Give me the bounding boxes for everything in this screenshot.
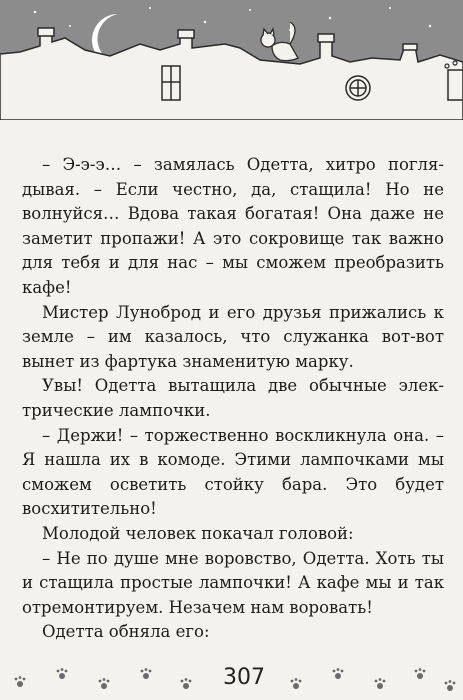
- paragraph: – Держи! – торжественно воскликнула она. – Я нашла их в комоде. Этими лампочками мы сможем осветить стойку бара. Это будет восхитительно!: [22, 425, 444, 519]
- page-number: 307: [223, 665, 265, 690]
- paragraph: Мистер Луноброд и его друзья прижались к земле – им казалось, что служанка вот-вот вынет из фартука знаменитую марку.: [22, 302, 444, 371]
- paragraph: Молодой человек покачал головой:: [42, 523, 354, 543]
- paragraph: – Э-э-э… – замялась Одетта, хитро поглядывая. – Если честно, да, стащила! Но не волнуйся… Вдова такая богатая! Она даже не заметит пропажи! А это сокровище так важно для тебя и для нас – мы сможем преобразить кафе!: [22, 155, 444, 297]
- round-window-icon: [346, 76, 370, 100]
- rooftop-illustration: [0, 0, 463, 120]
- body-text: [22, 153, 444, 645]
- paragraph: Увы! Одетта вытащила две обычные электрические лампочки.: [22, 376, 444, 420]
- paragraph: – Не по душе мне воровство, Одетта. Хоть ты и стащила простые лампочки! А кафе мы и так отремонтируем. Незачем нам воровать!: [22, 548, 444, 617]
- paragraph: Одетта обняла его:: [42, 622, 210, 642]
